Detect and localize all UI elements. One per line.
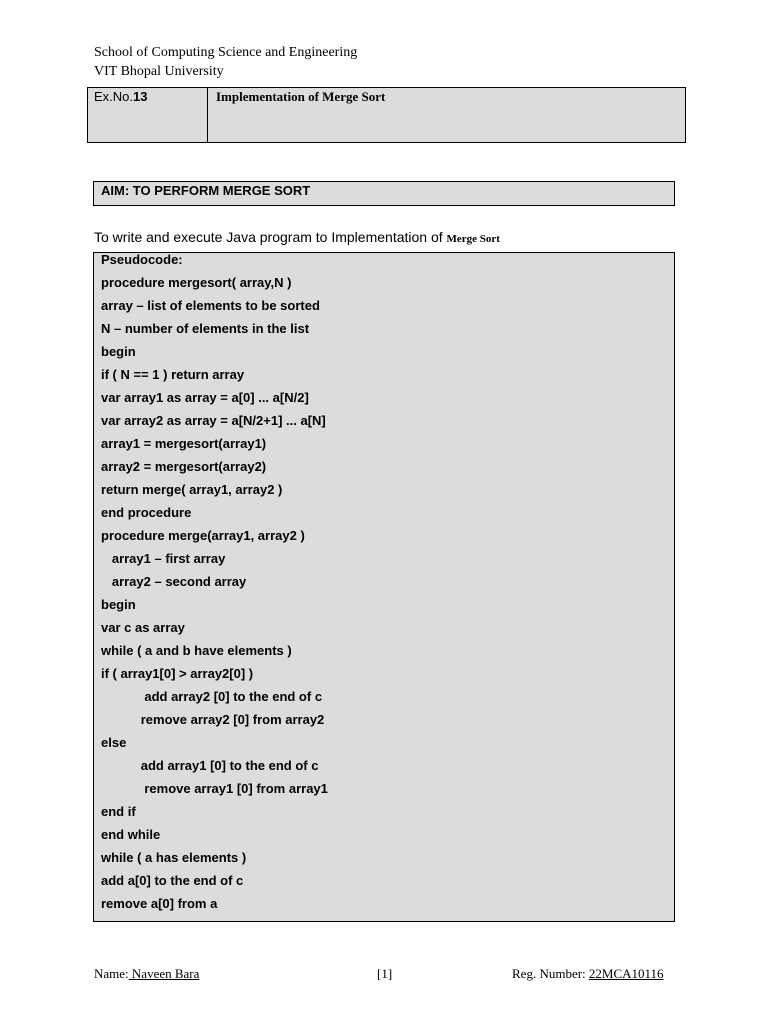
name-label: Name: xyxy=(94,966,129,981)
pseudocode-line: end while xyxy=(101,827,161,842)
pseudocode-line: var c as array xyxy=(101,620,185,635)
pseudocode-line: add array1 [0] to the end of c xyxy=(101,758,319,773)
document-header xyxy=(94,43,357,81)
pseudocode-line: N – number of elements in the list xyxy=(101,321,310,336)
aim-box: AIM: TO PERFORM MERGE SORT xyxy=(93,181,675,206)
pseudocode-line: begin xyxy=(101,344,136,359)
intro-subject: Merge Sort xyxy=(446,233,500,245)
experiment-number-cell xyxy=(88,88,208,142)
footer-name xyxy=(94,966,199,982)
pseudocode-line: array – list of elements to be sorted xyxy=(101,298,320,313)
pseudocode-line: remove array2 [0] from array2 xyxy=(101,712,325,727)
pseudocode-line: var array2 as array = a[N/2+1] ... a[N] xyxy=(101,413,326,428)
reg-value: 22MCA10116 xyxy=(588,966,664,981)
school-name: School of Computing Science and Engineering xyxy=(94,45,358,60)
intro-sentence: To write and execute Java program to Implementation of xyxy=(94,229,447,245)
experiment-label: Ex.No. xyxy=(94,89,134,104)
university-name: VIT Bhopal University xyxy=(94,64,224,79)
pseudocode-line: end if xyxy=(101,804,136,819)
pseudocode-line: end procedure xyxy=(101,505,192,520)
pseudocode-line: remove array1 [0] from array1 xyxy=(101,781,328,796)
pseudocode-line: add array2 [0] to the end of c xyxy=(101,689,323,704)
pseudocode-line: procedure merge(array1, array2 ) xyxy=(101,528,305,543)
intro-text xyxy=(94,229,500,245)
pseudocode-line: if ( array1[0] > array2[0] ) xyxy=(101,666,254,681)
pseudocode-heading: Pseudocode: xyxy=(101,252,183,267)
pseudocode-line: remove a[0] from a xyxy=(101,896,218,911)
pseudocode-line: if ( N == 1 ) return array xyxy=(101,367,245,382)
experiment-table xyxy=(87,87,686,143)
pseudocode-line: array2 = mergesort(array2) xyxy=(101,459,267,474)
pseudocode-line: else xyxy=(101,735,127,750)
pseudocode-box xyxy=(93,252,675,922)
footer-reg xyxy=(512,966,664,982)
experiment-title: Implementation of Merge Sort xyxy=(216,89,386,104)
page-number: [1] xyxy=(377,966,393,981)
reg-label: Reg. Number: xyxy=(512,966,589,981)
pseudocode-line: array1 = mergesort(array1) xyxy=(101,436,267,451)
pseudocode-line: while ( a has elements ) xyxy=(101,850,247,865)
pseudocode-line: procedure mergesort( array,N ) xyxy=(101,275,292,290)
pseudocode-line: add a[0] to the end of c xyxy=(101,873,244,888)
pseudocode-line: begin xyxy=(101,597,136,612)
pseudocode-line: while ( a and b have elements ) xyxy=(101,643,292,658)
name-value: Naveen Bara xyxy=(128,966,200,981)
pseudocode-line: array2 – second array xyxy=(101,574,247,589)
pseudocode-line: array1 – first array xyxy=(101,551,226,566)
pseudocode-line: var array1 as array = a[0] ... a[N/2] xyxy=(101,390,309,405)
pseudocode-line: return merge( array1, array2 ) xyxy=(101,482,283,497)
experiment-number: 13 xyxy=(133,89,148,104)
